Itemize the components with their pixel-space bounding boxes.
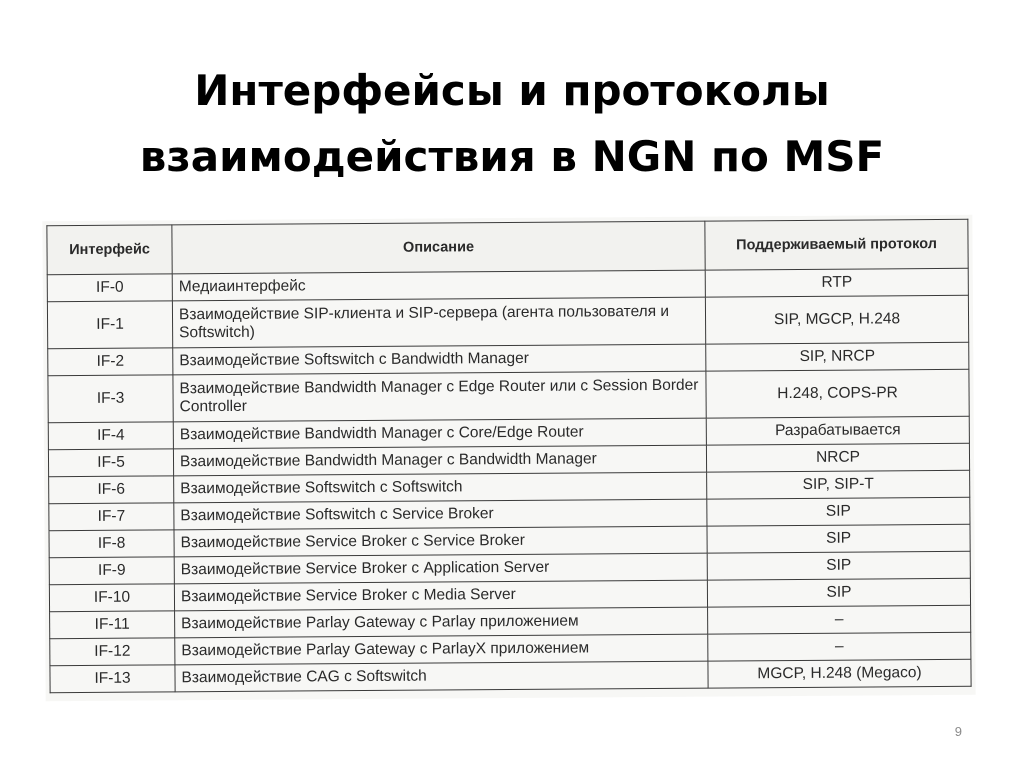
cell-description: Взаимодействие Bandwidth Manager с Bandwidth Manager (173, 445, 706, 476)
cell-protocol: – (708, 632, 971, 661)
cell-interface: IF-4 (48, 422, 173, 450)
header-protocol: Поддерживаемый протокол (705, 219, 968, 270)
cell-protocol: RTP (705, 268, 968, 297)
cell-description: Взаимодействие Service Broker с Service Broker (174, 526, 707, 557)
slide-title-line-1: Интерфейсы и протоколы (194, 66, 830, 116)
slide-title (0, 58, 1024, 190)
cell-protocol: SIP, NRCP (706, 342, 969, 371)
cell-description: Взаимодействие Softswitch с Service Broker (174, 499, 707, 530)
table-header-row (47, 219, 968, 274)
cell-description: Взаимодействие Softswitch с Bandwidth Manager (173, 344, 706, 375)
cell-interface: IF-11 (50, 611, 175, 639)
cell-description: Взаимодействие Parlay Gateway с Parlay приложением (175, 607, 708, 638)
cell-description: Взаимодействие Bandwidth Manager с Edge Router или с Session Border Controller (173, 371, 706, 422)
slide-title-line-2: взаимодействия в NGN по MSF (139, 132, 885, 182)
cell-interface: IF-12 (50, 638, 175, 666)
cell-interface: IF-3 (48, 375, 173, 423)
cell-description: Взаимодействие CAG с Softswitch (175, 661, 708, 692)
cell-protocol: SIP (707, 578, 970, 607)
cell-description: Взаимодействие Softswitch с Softswitch (174, 472, 707, 503)
interfaces-table (46, 219, 971, 693)
table-row (50, 659, 971, 692)
cell-protocol: SIP, SIP-T (707, 470, 970, 499)
cell-interface: IF-5 (48, 449, 173, 477)
table-row (48, 369, 969, 422)
cell-interface: IF-9 (49, 557, 174, 585)
cell-description: Медиаинтерфейс (172, 270, 705, 301)
cell-protocol: – (708, 605, 971, 634)
cell-protocol: H.248, COPS-PR (706, 369, 969, 418)
header-interface: Интерфейс (47, 225, 172, 275)
cell-protocol: SIP (707, 497, 970, 526)
cell-description: Взаимодействие Service Broker с Media Server (174, 580, 707, 611)
cell-interface: IF-6 (49, 476, 174, 504)
cell-description: Взаимодействие SIP-клиента и SIP-сервера (агента пользователя и Softswitch) (172, 297, 705, 348)
cell-protocol: NRCP (706, 443, 969, 472)
table-row (47, 295, 968, 348)
header-description: Описание (172, 221, 705, 274)
cell-interface: IF-8 (49, 530, 174, 558)
slide-number: 9 (954, 724, 962, 739)
cell-interface: IF-1 (47, 301, 172, 349)
cell-interface: IF-10 (49, 584, 174, 612)
cell-interface: IF-7 (49, 503, 174, 531)
cell-protocol: SIP, MGCP, H.248 (705, 295, 968, 344)
scanned-table-image (42, 215, 975, 701)
cell-interface: IF-2 (48, 348, 173, 376)
cell-protocol: Разрабатывается (706, 416, 969, 445)
cell-protocol: SIP (707, 551, 970, 580)
cell-interface: IF-13 (50, 665, 175, 693)
cell-description: Взаимодействие Bandwidth Manager с Core/Edge Router (173, 418, 706, 449)
cell-description: Взаимодействие Parlay Gateway с ParlayX приложением (175, 634, 708, 665)
cell-description: Взаимодействие Service Broker с Application Server (174, 553, 707, 584)
cell-interface: IF-0 (47, 274, 172, 302)
cell-protocol: SIP (707, 524, 970, 553)
cell-protocol: MGCP, H.248 (Megaco) (708, 659, 971, 688)
